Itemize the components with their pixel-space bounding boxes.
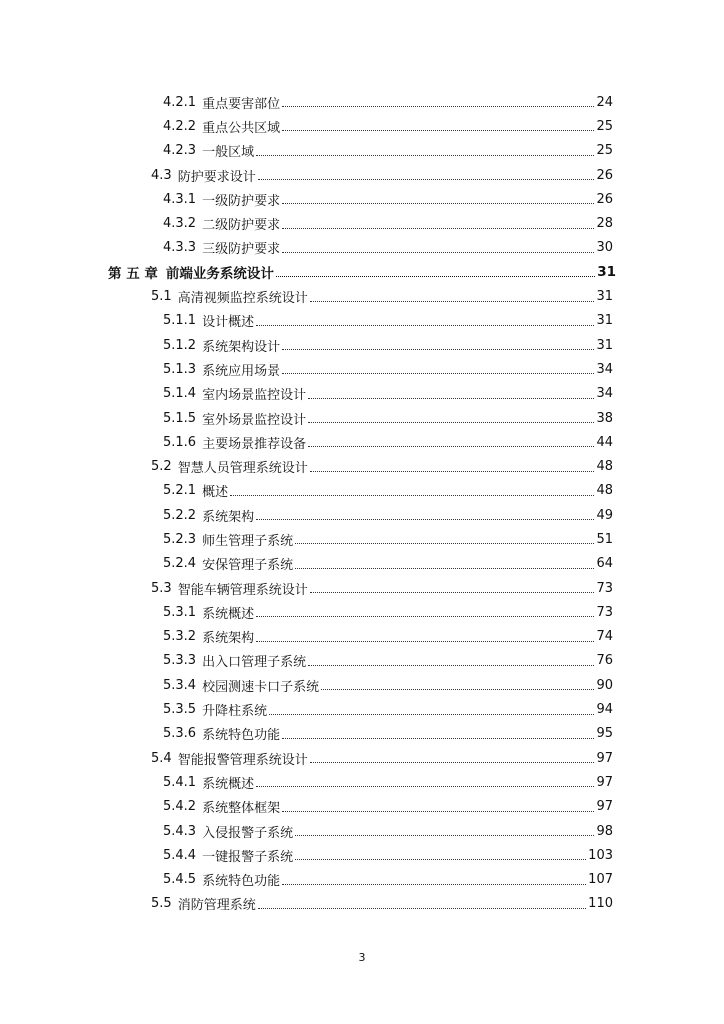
- toc-entry-page: 95: [596, 726, 613, 742]
- toc-entry-title: 系统整体框架: [202, 801, 281, 817]
- toc-entry-number: 5.2.2: [163, 507, 197, 523]
- toc-entry-title: 前端业务系统设计: [165, 266, 274, 283]
- toc-entry-page: 97: [596, 774, 613, 790]
- toc-entry[interactable]: [0, 746, 724, 770]
- dot-leader: [308, 664, 594, 666]
- dot-leader: [282, 227, 594, 229]
- dot-leader: [282, 737, 594, 739]
- dot-leader: [282, 129, 594, 131]
- toc-entry-number: 5.2.4: [163, 556, 197, 572]
- dot-leader: [308, 445, 594, 447]
- toc-entry-number: 5.4: [151, 750, 172, 766]
- toc-entry-number: 5.1.5: [163, 410, 197, 426]
- toc-entry-number: 5.4.4: [163, 847, 197, 863]
- toc-entry-page: 31: [596, 313, 613, 329]
- toc-entry-title: 系统应用场景: [202, 363, 281, 379]
- dot-leader: [276, 275, 595, 277]
- dot-leader: [282, 105, 594, 107]
- toc-entry-number: 5.4.5: [163, 872, 197, 888]
- toc-entry-title: 校园测速卡口子系统: [202, 679, 320, 695]
- toc-entry-page: 94: [596, 702, 613, 718]
- toc-entry-title: 师生管理子系统: [202, 533, 294, 549]
- toc-entry-title: 智能车辆管理系统设计: [177, 582, 308, 598]
- toc-entry-number: 第 五 章: [108, 266, 158, 283]
- toc-entry[interactable]: [0, 770, 724, 794]
- toc-entry-page: 107: [588, 872, 613, 888]
- toc-entry-title: 设计概述: [202, 315, 255, 331]
- dot-leader: [256, 640, 594, 642]
- toc-entry-page: 38: [596, 410, 613, 426]
- toc-entry-number: 5.4.2: [163, 799, 197, 815]
- table-of-contents: [0, 90, 724, 916]
- dot-leader: [258, 907, 586, 909]
- toc-entry-page: 49: [596, 507, 613, 523]
- toc-entry-page: 25: [596, 118, 613, 134]
- toc-entry-title: 出入口管理子系统: [202, 655, 307, 671]
- toc-entry-number: 5.1.4: [163, 386, 197, 402]
- toc-entry-title: 主要场景推荐设备: [202, 436, 307, 452]
- toc-entry-title: 重点公共区域: [202, 120, 281, 136]
- toc-entry-number: 4.3.1: [163, 191, 197, 207]
- toc-entry[interactable]: [0, 309, 724, 333]
- toc-entry-title: 三级防护要求: [202, 242, 281, 258]
- dot-leader: [295, 834, 594, 836]
- toc-entry[interactable]: [0, 892, 724, 916]
- toc-entry-number: 4.3: [151, 167, 172, 183]
- toc-entry-page: 98: [596, 823, 613, 839]
- toc-entry-page: 76: [596, 653, 613, 669]
- toc-entry[interactable]: [0, 552, 724, 576]
- toc-entry-page: 73: [596, 604, 613, 620]
- toc-entry[interactable]: [0, 673, 724, 697]
- toc-entry-page: 110: [588, 896, 613, 912]
- toc-entry-page: 64: [596, 556, 613, 572]
- dot-leader: [282, 883, 586, 885]
- toc-entry-page: 74: [596, 629, 613, 645]
- dot-leader: [256, 785, 594, 787]
- toc-entry-title: 系统概述: [202, 606, 255, 622]
- toc-entry-page: 48: [596, 483, 613, 499]
- toc-entry[interactable]: [0, 843, 724, 867]
- toc-entry-number: 4.3.2: [163, 216, 197, 232]
- toc-entry-title: 入侵报警子系统: [202, 825, 294, 841]
- toc-entry-title: 概述: [202, 485, 229, 501]
- toc-entry-title: 升降柱系统: [202, 704, 268, 720]
- toc-entry[interactable]: [0, 868, 724, 892]
- toc-entry-page: 25: [596, 143, 613, 159]
- toc-entry[interactable]: [0, 406, 724, 430]
- dot-leader: [256, 324, 594, 326]
- toc-entry[interactable]: [0, 649, 724, 673]
- toc-entry-number: 5.3.1: [163, 604, 197, 620]
- toc-entry[interactable]: [0, 576, 724, 600]
- toc-entry-page: 44: [596, 434, 613, 450]
- toc-entry[interactable]: [0, 503, 724, 527]
- toc-entry-number: 5.1.2: [163, 337, 197, 353]
- dot-leader: [256, 518, 594, 520]
- toc-entry-number: 4.2.1: [163, 94, 197, 110]
- dot-leader: [258, 178, 595, 180]
- toc-entry-number: 5.1.6: [163, 434, 197, 450]
- toc-entry-title: 系统架构: [202, 509, 255, 525]
- toc-entry[interactable]: [0, 600, 724, 624]
- toc-entry-number: 5.3.6: [163, 726, 197, 742]
- dot-leader: [230, 494, 594, 496]
- toc-entry-number: 5.1: [151, 289, 172, 305]
- toc-entry-number: 5.3.3: [163, 653, 197, 669]
- toc-entry-title: 防护要求设计: [177, 169, 256, 185]
- toc-entry[interactable]: [0, 211, 724, 235]
- toc-entry-page: 97: [596, 750, 613, 766]
- dot-leader: [282, 810, 594, 812]
- toc-entry-page: 24: [596, 94, 613, 110]
- toc-entry[interactable]: [0, 527, 724, 551]
- dot-leader: [295, 542, 594, 544]
- toc-entry-title: 系统特色功能: [202, 728, 281, 744]
- toc-entry[interactable]: [0, 454, 724, 478]
- toc-entry-page: 34: [596, 361, 613, 377]
- toc-entry-page: 73: [596, 580, 613, 596]
- toc-entry-page: 30: [596, 240, 613, 256]
- toc-entry[interactable]: [0, 479, 724, 503]
- dot-leader: [310, 591, 595, 593]
- toc-entry-number: 5.1.1: [163, 313, 197, 329]
- toc-entry-title: 系统架构: [202, 631, 255, 647]
- dot-leader: [295, 858, 586, 860]
- dot-leader: [295, 567, 594, 569]
- toc-entry-number: 5.4.3: [163, 823, 197, 839]
- toc-entry[interactable]: [0, 382, 724, 406]
- dot-leader: [282, 251, 594, 253]
- toc-entry-title: 系统概述: [202, 776, 255, 792]
- toc-entry-page: 51: [596, 531, 613, 547]
- toc-entry[interactable]: [0, 114, 724, 138]
- toc-entry[interactable]: [0, 260, 724, 284]
- toc-entry[interactable]: [0, 90, 724, 114]
- toc-entry-title: 高清视频监控系统设计: [177, 291, 308, 307]
- toc-entry[interactable]: [0, 697, 724, 721]
- dot-leader: [282, 372, 594, 374]
- toc-entry[interactable]: [0, 357, 724, 381]
- toc-entry[interactable]: [0, 625, 724, 649]
- toc-entry-number: 5.5: [151, 896, 172, 912]
- toc-entry-number: 5.2.3: [163, 531, 197, 547]
- dot-leader: [310, 470, 595, 472]
- toc-entry-title: 智能报警管理系统设计: [177, 752, 308, 768]
- toc-entry-title: 智慧人员管理系统设计: [177, 461, 308, 477]
- dot-leader: [308, 421, 594, 423]
- toc-entry-number: 5.3.5: [163, 702, 197, 718]
- toc-entry[interactable]: [0, 284, 724, 308]
- toc-entry-title: 消防管理系统: [177, 898, 256, 914]
- dot-leader: [321, 688, 594, 690]
- toc-entry-number: 4.2.3: [163, 143, 197, 159]
- toc-entry-title: 重点要害部位: [202, 96, 281, 112]
- toc-entry-title: 一键报警子系统: [202, 849, 294, 865]
- toc-entry-title: 系统特色功能: [202, 874, 281, 890]
- dot-leader: [282, 202, 594, 204]
- dot-leader: [310, 761, 595, 763]
- toc-entry-number: 5.3: [151, 580, 172, 596]
- toc-entry-page: 97: [596, 799, 613, 815]
- toc-entry-title: 安保管理子系统: [202, 558, 294, 574]
- toc-entry[interactable]: [0, 722, 724, 746]
- toc-entry-page: 90: [596, 677, 613, 693]
- toc-entry-page: 26: [596, 167, 613, 183]
- toc-entry-title: 室内场景监控设计: [202, 388, 307, 404]
- dot-leader: [310, 300, 595, 302]
- toc-entry[interactable]: [0, 236, 724, 260]
- toc-entry[interactable]: [0, 819, 724, 843]
- toc-entry-number: 5.2: [151, 459, 172, 475]
- toc-entry-number: 5.3.4: [163, 677, 197, 693]
- toc-entry-title: 室外场景监控设计: [202, 412, 307, 428]
- toc-entry-page: 31: [597, 264, 616, 281]
- toc-entry-number: 5.3.2: [163, 629, 197, 645]
- toc-entry[interactable]: [0, 430, 724, 454]
- dot-leader: [256, 154, 594, 156]
- toc-entry[interactable]: [0, 139, 724, 163]
- toc-entry-page: 103: [588, 847, 613, 863]
- toc-entry-number: 5.4.1: [163, 774, 197, 790]
- toc-entry-page: 48: [596, 459, 613, 475]
- dot-leader: [308, 397, 594, 399]
- dot-leader: [282, 348, 594, 350]
- page-number: 3: [358, 951, 366, 964]
- toc-entry-page: 28: [596, 216, 613, 232]
- toc-entry-title: 二级防护要求: [202, 218, 281, 234]
- toc-entry-title: 一级防护要求: [202, 193, 281, 209]
- toc-entry-number: 5.2.1: [163, 483, 197, 499]
- toc-entry-page: 26: [596, 191, 613, 207]
- toc-entry-number: 4.2.2: [163, 118, 197, 134]
- toc-entry[interactable]: [0, 163, 724, 187]
- toc-entry[interactable]: [0, 187, 724, 211]
- toc-entry[interactable]: [0, 795, 724, 819]
- toc-entry-number: 5.1.3: [163, 361, 197, 377]
- toc-entry-page: 34: [596, 386, 613, 402]
- dot-leader: [269, 713, 594, 715]
- toc-entry-number: 4.3.3: [163, 240, 197, 256]
- toc-entry-title: 一般区域: [202, 145, 255, 161]
- dot-leader: [256, 615, 594, 617]
- toc-entry[interactable]: [0, 333, 724, 357]
- toc-entry-page: 31: [596, 337, 613, 353]
- toc-entry-page: 31: [596, 289, 613, 305]
- toc-entry-title: 系统架构设计: [202, 339, 281, 355]
